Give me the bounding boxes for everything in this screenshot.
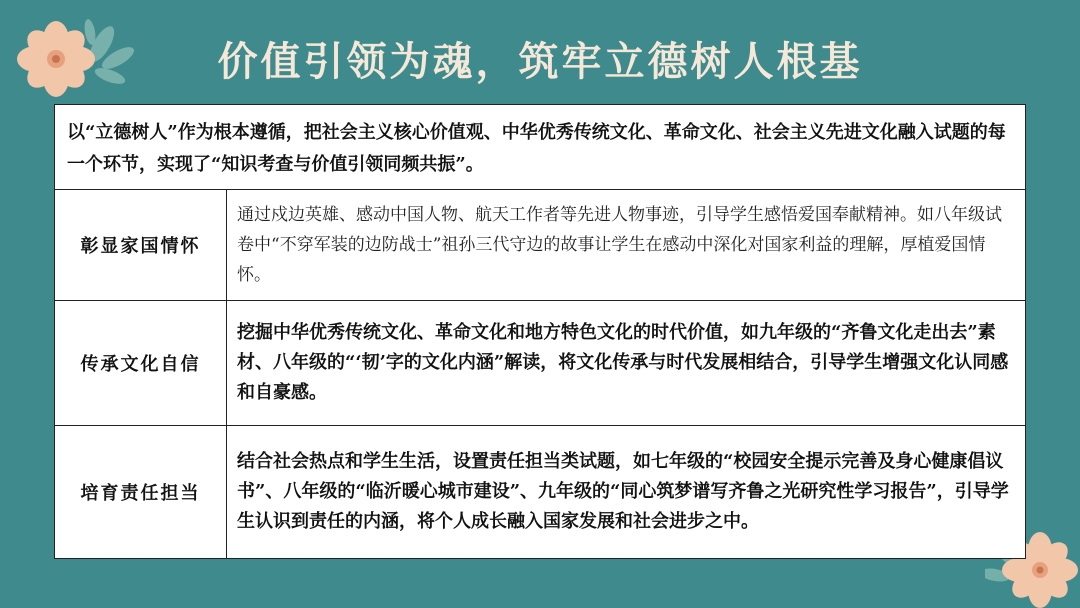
table-row [55, 190, 1025, 301]
content-table [54, 104, 1026, 559]
row-heading: 培育责任担当 [55, 426, 227, 558]
row-text: 通过戍边英雄、感动中国人物、航天工作者等先进人物事迹，引导学生感悟爱国奉献精神。如八年级试卷中“不穿军装的边防战士”祖孙三代守边的故事让学生在感动中深化对国家利益的理解，厚植爱国情怀。 [237, 205, 1002, 285]
table-row [55, 301, 1025, 426]
row-text: 结合社会热点和学生生活，设置责任担当类试题，如七年级的“校园安全提示完善及身心健康倡议书”、八年级的“临沂暖心城市建设”、九年级的“同心筑梦谱写齐鲁之光研究性学习报告”，引导学生认识到责任的内涵，将个人成长融入国家发展和社会进步之中。 [237, 451, 1009, 532]
intro-text: 以“立德树人”作为根本遵循，把社会主义核心价值观、中华优秀传统文化、革命文化、社会主义先进文化融入试题的每一个环节，实现了“知识考查与价值引领同频共振”。 [55, 105, 1025, 190]
row-heading: 传承文化自信 [55, 301, 227, 425]
page-title: 价值引领为魂，筑牢立德树人根基 [217, 39, 863, 85]
row-text: 挖掘中华优秀传统文化、革命文化和地方特色文化的时代价值，如九年级的“齐鲁文化走出去”素材、八年级的“‘韧’字的文化内涵”解读，将文化传承与时代发展相结合，引导学生增强文化认同感和自豪感。 [237, 322, 1009, 403]
table-row [55, 426, 1025, 558]
row-heading: 彰显家国情怀 [55, 190, 227, 300]
